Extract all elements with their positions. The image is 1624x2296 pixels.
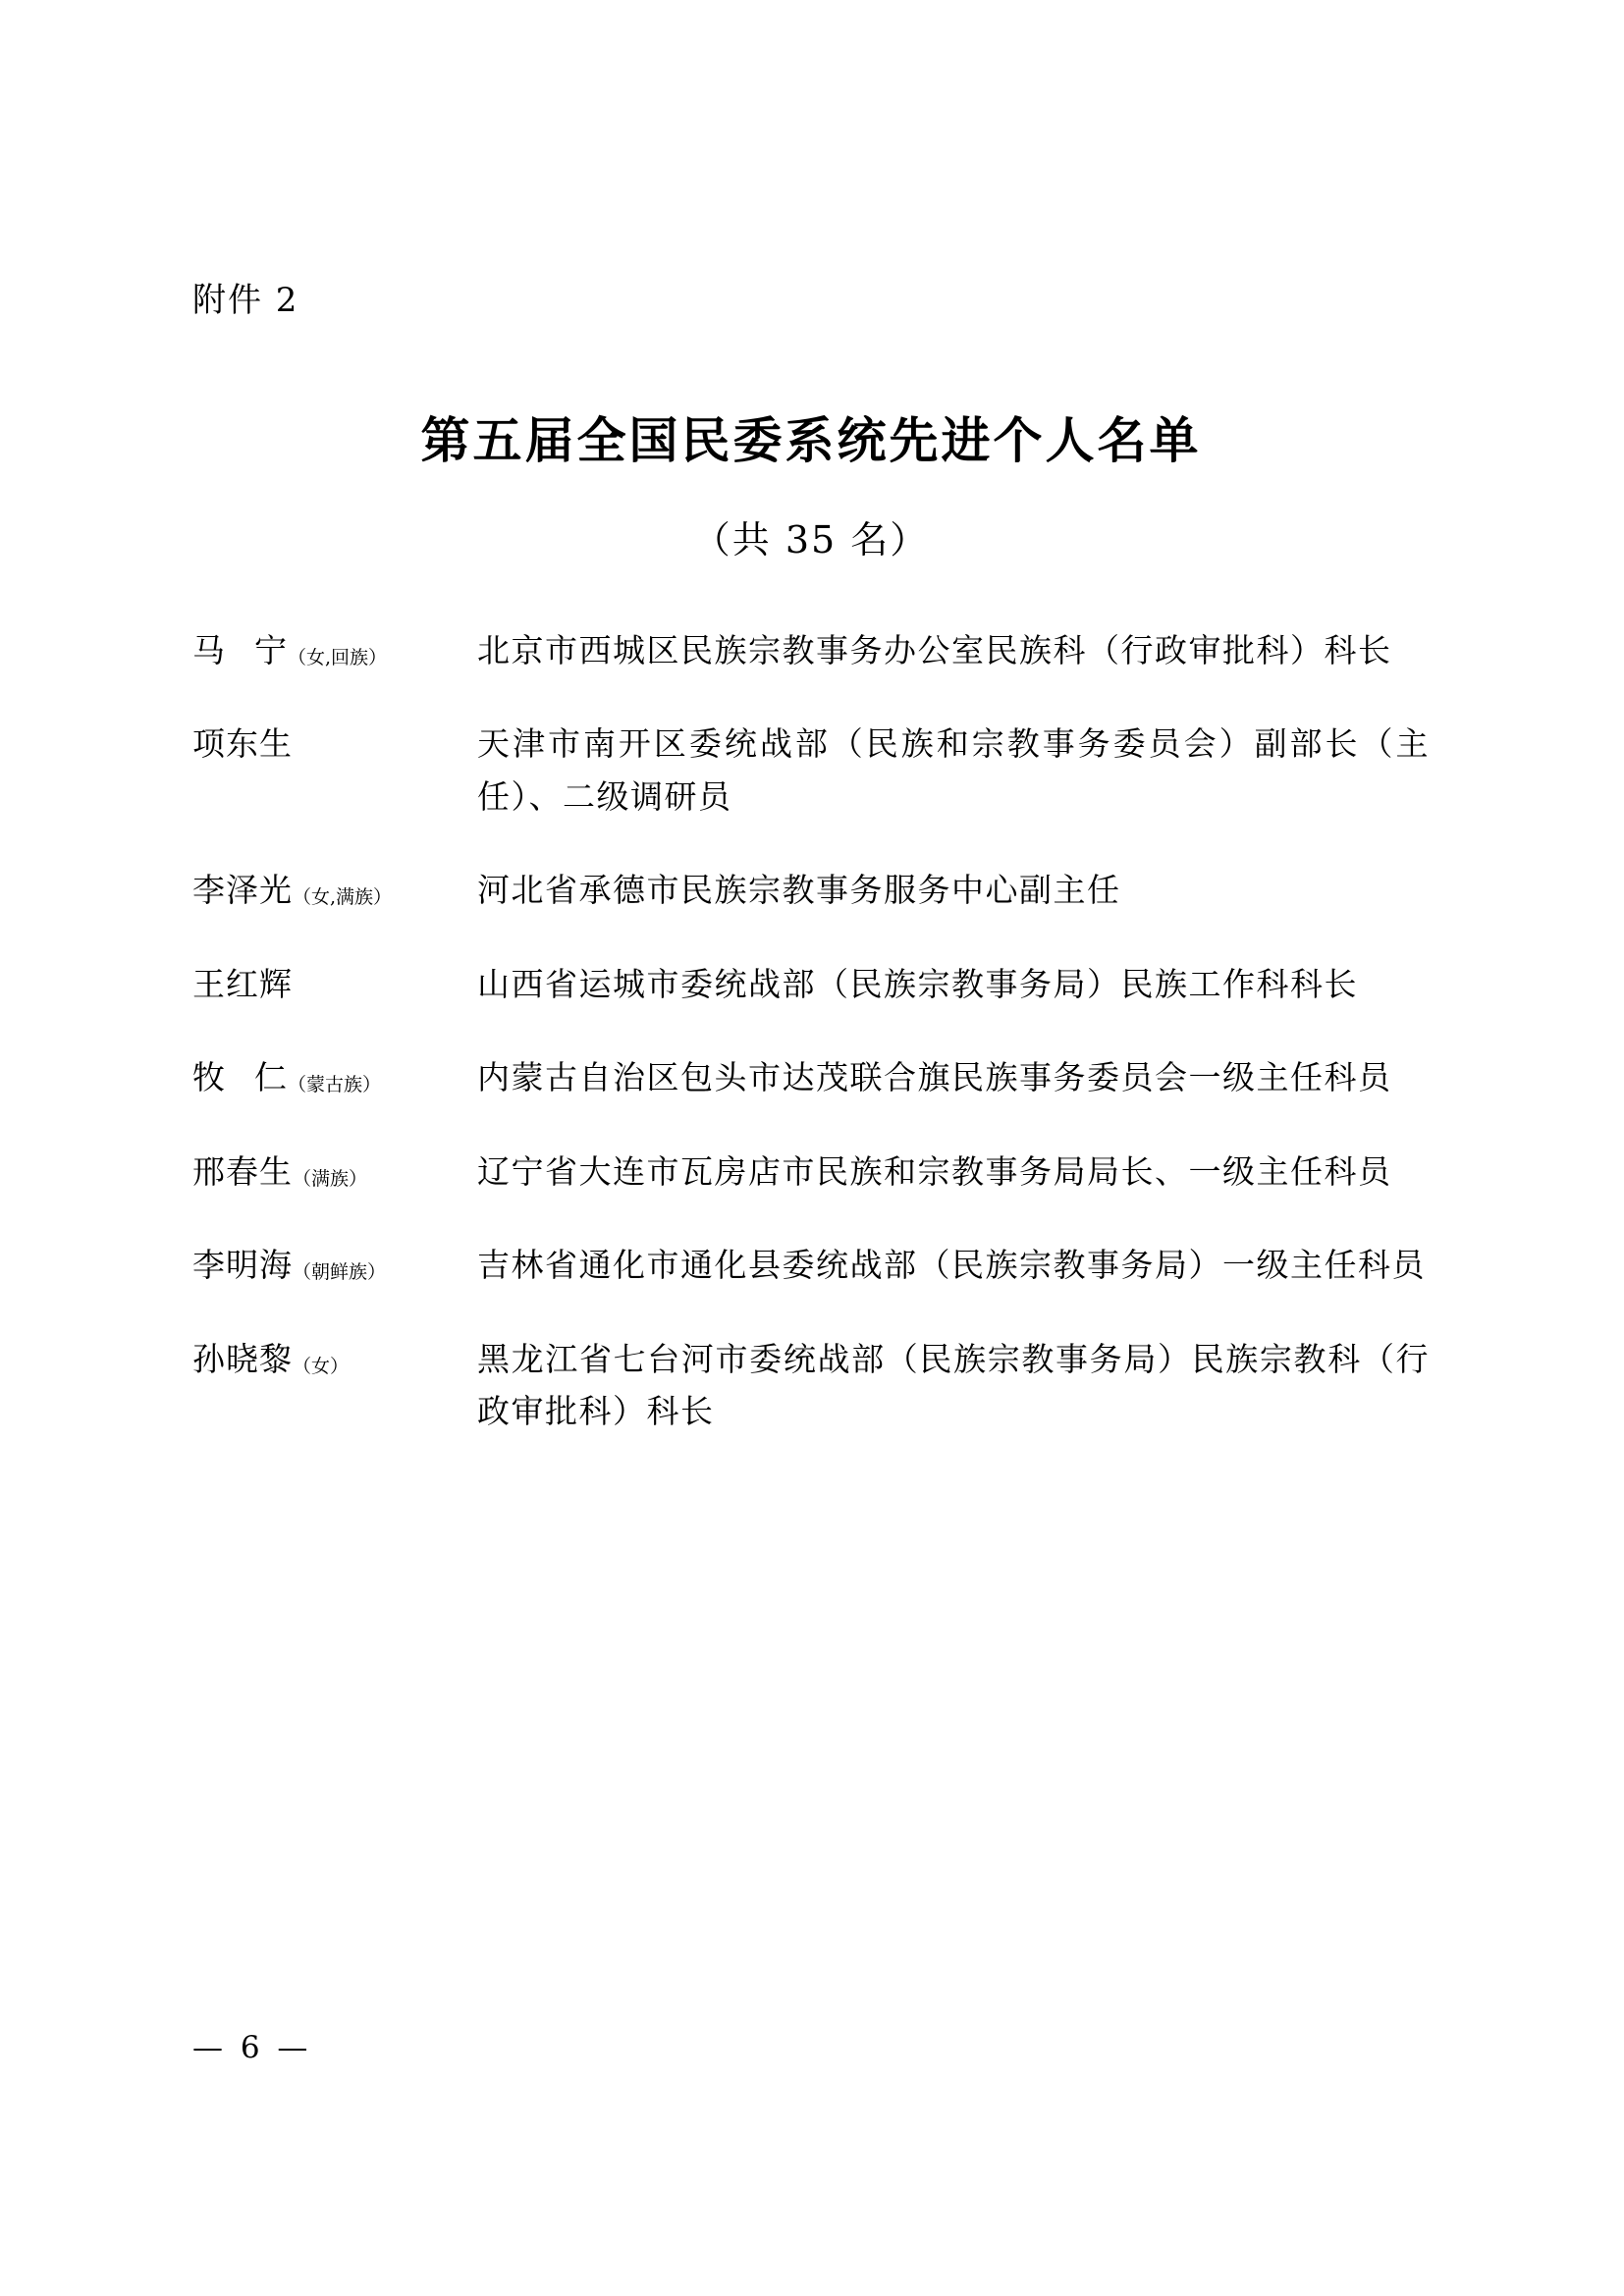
- honoree-name-main: 李明海: [192, 1246, 293, 1285]
- honoree-name-main: 孙晓黎: [192, 1339, 293, 1378]
- honoree-name: [192, 1051, 477, 1103]
- honoree-name: [192, 958, 477, 1010]
- honoree-name-main: 马: [192, 631, 254, 669]
- list-item: [192, 624, 1430, 676]
- honoree-ethnicity: （女,满族）: [293, 886, 393, 909]
- honoree-name: [192, 864, 477, 916]
- honoree-name: [192, 718, 477, 770]
- honoree-ethnicity: （满族）: [293, 1167, 368, 1190]
- honoree-list: [192, 624, 1430, 1438]
- list-item: [192, 1051, 1430, 1103]
- list-item: [192, 718, 1430, 823]
- honoree-title: 山西省运城市委统战部（民族宗教事务局）民族工作科科长: [477, 964, 1358, 1003]
- list-item: [192, 1146, 1430, 1198]
- honoree-name: [192, 1333, 477, 1385]
- honoree-title: 天津市南开区委统战部（民族和宗教事务委员会）副部长（主任）、二级调研员: [477, 724, 1430, 816]
- list-item: [192, 1333, 1430, 1438]
- honoree-name-main: 李泽光: [192, 871, 293, 910]
- page-number: — 6 —: [192, 2030, 312, 2065]
- page-subtitle: （共 35 名）: [692, 518, 930, 561]
- honoree-title: 吉林省通化市通化县委统战部（民族宗教事务局）一级主任科员: [477, 1246, 1426, 1285]
- list-item: [192, 864, 1430, 916]
- honoree-ethnicity: （朝鲜族）: [293, 1261, 387, 1284]
- honoree-title: 黑龙江省七台河市委统战部（民族宗教事务局）民族宗教科（行政审批科）科长: [477, 1339, 1430, 1431]
- honoree-ethnicity: （蒙古族）: [288, 1074, 382, 1096]
- honoree-title: 河北省承德市民族宗教事务服务中心副主任: [477, 871, 1121, 910]
- honoree-title: 辽宁省大连市瓦房店市民族和宗教事务局局长、一级主任科员: [477, 1151, 1392, 1191]
- honoree-name-main: 牧: [192, 1058, 254, 1097]
- honoree-name: [192, 1146, 477, 1198]
- honoree-title: 内蒙古自治区包头市达茂联合旗民族事务委员会一级主任科员: [477, 1058, 1392, 1097]
- honoree-name: [192, 1239, 477, 1291]
- honoree-name-main: 王红辉: [192, 964, 293, 1003]
- page-title: 第五届全国民委系统先进个人名单: [420, 411, 1202, 469]
- document-body: [192, 0, 1430, 1479]
- honoree-name-main: 项东生: [192, 724, 293, 764]
- honoree-name-main: 邢春生: [192, 1151, 293, 1191]
- list-item: [192, 958, 1430, 1010]
- list-item: [192, 1239, 1430, 1291]
- honoree-ethnicity: （女,回族）: [288, 647, 388, 668]
- honoree-name-rest: 仁: [254, 1058, 288, 1097]
- honoree-ethnicity: （女）: [293, 1355, 350, 1377]
- honoree-title: 北京市西城区民族宗教事务办公室民族科（行政审批科）科长: [477, 631, 1392, 669]
- attachment-label: 附件 2: [192, 281, 299, 320]
- honoree-name: [192, 624, 477, 676]
- honoree-name-rest: 宁: [254, 631, 288, 669]
